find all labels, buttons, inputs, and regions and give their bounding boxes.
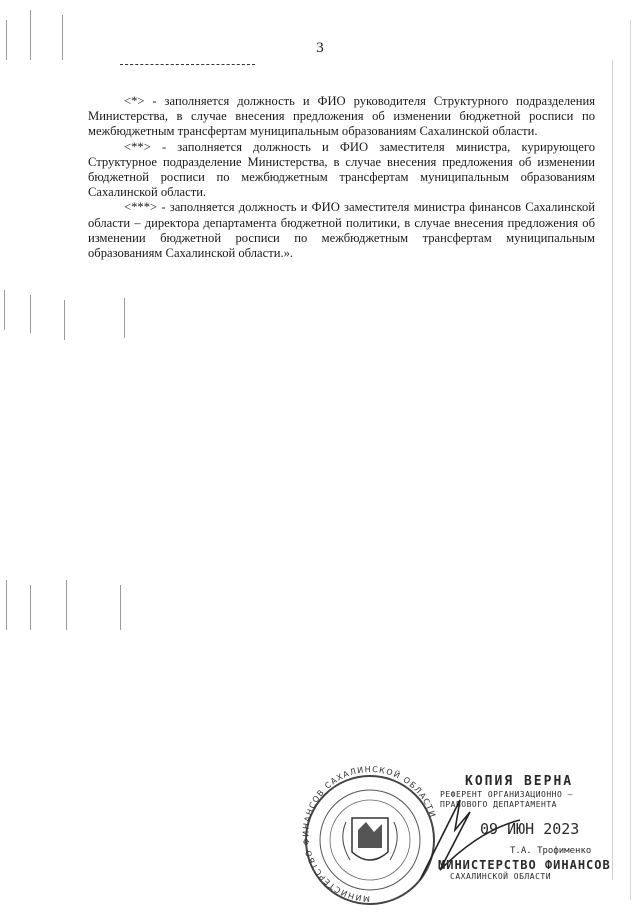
footnote-3: <***> - заполняется должность и ФИО заместителя министра финансов Сахалинской области – директора департамента бюджетной политики, в случае внесения предложения об изменении бюджетной росписи по межбюджетным трансфертам муниципальным образованиям Сахалинской области.». bbox=[88, 200, 595, 261]
scan-artifact bbox=[630, 20, 631, 900]
scan-artifact bbox=[64, 300, 65, 340]
page-number: 3 bbox=[316, 40, 324, 56]
scan-artifact bbox=[612, 60, 613, 880]
stamp-date: 09 ИЮН 2023 bbox=[480, 820, 580, 838]
scan-artifact bbox=[66, 580, 67, 630]
scan-artifact bbox=[30, 295, 31, 333]
region-label: САХАЛИНСКОЙ ОБЛАСТИ bbox=[450, 872, 552, 881]
footnote-1: <*> - заполняется должность и ФИО руководителя Структурного подразделения Министерства, в случае внесения предложения об изменении бюджетной росписи по межбюджетным трансфертам муниципальным образованиям Сахалинской области. bbox=[88, 94, 595, 139]
footnotes bbox=[88, 94, 595, 261]
copy-title: КОПИЯ ВЕРНА bbox=[465, 774, 574, 789]
footnote-separator bbox=[120, 64, 255, 65]
scan-artifact bbox=[4, 290, 5, 330]
scan-artifact bbox=[120, 585, 121, 630]
scan-artifact bbox=[30, 585, 31, 630]
scan-artifact bbox=[6, 580, 7, 630]
ministry-label: МИНИСТЕРСТВО ФИНАНСОВ bbox=[438, 858, 611, 872]
scan-artifact bbox=[124, 298, 125, 338]
department-label: ПРАВОВОГО ДЕПАРТАМЕНТА bbox=[440, 800, 557, 809]
referent-label: РЕФЕРЕНТ ОРГАНИЗАЦИОННО – bbox=[440, 790, 573, 799]
signer-name: Т.А. Трофименко bbox=[510, 846, 592, 856]
seal-text: МИНИСТЕРСТВО ФИНАНСОВ САХАЛИНСКОЙ ОБЛАСТИ bbox=[301, 764, 438, 904]
footnote-2: <**> - заполняется должность и ФИО заместителя министра, курирующего Структурное подразделение Министерства, в случае внесения предложения об изменении бюджетной росписи по межбюджетным трансфертам муниципальным образованиям Сахалинской области. bbox=[88, 139, 595, 200]
coat-of-arms-icon bbox=[343, 818, 397, 860]
